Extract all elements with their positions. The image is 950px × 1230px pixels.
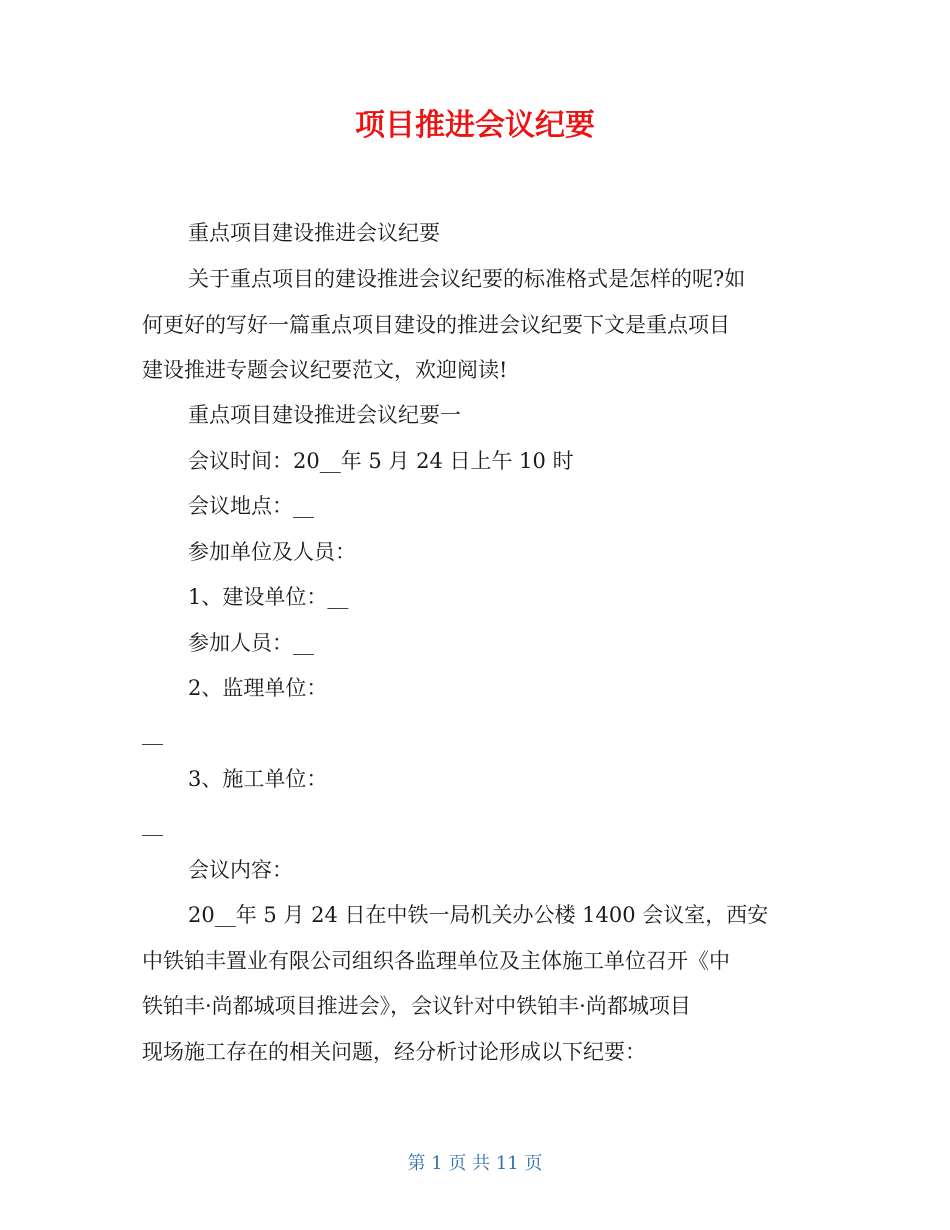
meeting-location: 会议地点：__ [188,494,314,518]
paragraph-line: 建设推进专题会议纪要范文，欢迎阅读! [142,358,508,382]
section-heading: 重点项目建设推进会议纪要一 [188,403,461,427]
participants: 参加人员：__ [188,631,314,655]
contractor-unit: 3、施工单位： [188,767,328,791]
paragraph-line: 铁铂丰·尚都城项目推进会》，会议针对中铁铂丰·尚都城项目 [142,994,691,1018]
paragraph-line: 何更好的写好一篇重点项目建设的推进会议纪要下文是重点项目 [142,313,730,337]
meeting-time: 会议时间：20__年 5 月 24 日上午 10 时 [188,449,574,473]
construction-unit: 1、建设单位：__ [188,585,349,609]
page-title: 项目推进会议纪要 [355,108,595,143]
meeting-content-heading: 会议内容： [188,858,293,882]
paragraph-line: 现场施工存在的相关问题，经分析讨论形成以下纪要： [142,1040,646,1064]
blank-line: __ [142,721,163,745]
section-heading: 重点项目建设推进会议纪要 [188,221,440,245]
participants-heading: 参加单位及人员： [188,540,356,564]
paragraph-line: 中铁铂丰置业有限公司组织各监理单位及主体施工单位召开《中 [142,949,730,973]
blank-line: __ [142,812,163,836]
paragraph-line: 20__年 5 月 24 日在中铁一局机关办公楼 1400 会议室，西安 [188,903,769,927]
paragraph-line: 关于重点项目的建设推进会议纪要的标准格式是怎样的呢?如 [188,267,746,291]
supervision-unit: 2、监理单位： [188,676,328,700]
page-footer: 第 1 页 共 11 页 [407,1153,543,1174]
